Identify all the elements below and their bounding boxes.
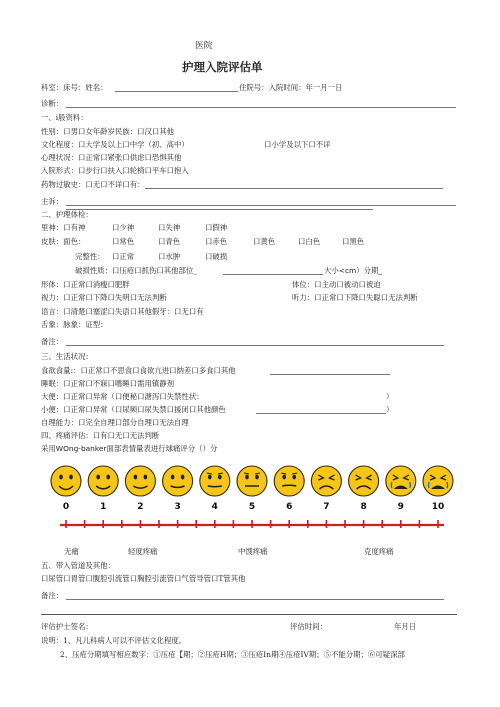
- pain-number-2: 2: [137, 502, 144, 512]
- general-info-heading: 一、i般资料：: [41, 113, 88, 122]
- pain-face-6: [274, 466, 304, 496]
- appetite-other-field-line[interactable]: [270, 374, 390, 375]
- body-position-row: 体位：口主动口被动口被迫: [292, 280, 381, 289]
- allergy-field-line[interactable]: [145, 188, 443, 189]
- life-status-heading: 三、生活状况：: [41, 352, 93, 361]
- pain-number-1: 1: [100, 502, 107, 512]
- pain-face-2: [125, 466, 155, 496]
- complaint-field-line-2[interactable]: [66, 209, 373, 210]
- tongue-pulse-row: 舌象：脉象：证型：: [41, 320, 108, 329]
- skin-integrity-label: 完整性：: [75, 252, 105, 261]
- spirit-option-1: 里神：口有神: [41, 223, 86, 232]
- drug-allergy-row: 药物过敏史：口无口不详口有：: [41, 180, 145, 189]
- pain-number-0: 0: [62, 502, 70, 512]
- urine-color-field-line[interactable]: [256, 413, 386, 414]
- pain-number-8: 8: [360, 502, 367, 512]
- chief-complaint-label: 主诉：: [41, 197, 64, 206]
- sleep-row: 睡眠：口正常口不寐口嗜睡口需用镇静剂: [41, 379, 175, 388]
- pain-face-4: [200, 466, 230, 496]
- hearing-row: 听力：口正常口下降口失聪口无法判断: [292, 293, 418, 302]
- page-title: 护理入院评估单: [182, 60, 263, 74]
- pain-face-scale: [0, 455, 500, 555]
- pain-number-5: 5: [248, 502, 256, 512]
- tubes-remark-field-line[interactable]: [66, 599, 444, 600]
- tubes-list: 口尿管口胃管口腹腔引流管口胸腔引流管口气管导管口T管其他: [41, 574, 246, 583]
- gender-age-row: 性别：口男口女年龄岁民族：口汉口其他: [41, 127, 175, 136]
- pain-face-10: [423, 466, 453, 496]
- appetite-row: 食欲食量:：口正常口不思食口食欲亢进口纳差口多食口其他: [41, 366, 236, 375]
- complaint-field-line[interactable]: [66, 205, 456, 206]
- pain-number-9: 9: [397, 502, 404, 512]
- spirit-option-2: 口少神: [112, 223, 135, 232]
- skin-color-black: 口黑色: [342, 237, 365, 246]
- hospital-name: 医院: [195, 41, 213, 51]
- diagnosis-label: 诊断：: [41, 99, 64, 108]
- vision-row: 视力：口正常口下降口失明口无法判断: [41, 293, 167, 302]
- pain-assessment-row: 四、疼痛评估：口有口无口无法判断: [41, 431, 160, 440]
- body-shape-row: 形体：口正常口消瘦口肥胖: [41, 280, 130, 289]
- speech-row: 语言：口清楚口塞涩口失语口其他假牙：口无口有: [41, 307, 204, 316]
- pain-label-severe: 克度疼痛: [364, 547, 394, 556]
- pain-face-1: [88, 466, 118, 496]
- note-2: 2、压疮分期填写相应数字：①压疮【期；②压疮H期；③压疮In期④压疮IV期；⑤不能分期；⑥可疑深部: [60, 650, 405, 659]
- pain-label-mild: 轻度疼痛: [128, 547, 158, 556]
- spirit-option-4: 口假神: [205, 223, 228, 232]
- assessment-date-label: 年月日: [394, 622, 417, 631]
- nursing-exam-heading: 二、护理体检：: [41, 210, 93, 219]
- skin-color-white: 口白色: [298, 237, 321, 246]
- tubes-remark-label: 备注：: [41, 591, 64, 600]
- stool-row: 大便：口正常口异常（口便秘口溏泻口失禁性状：: [41, 392, 204, 401]
- dept-bed-name-label: 科室：床号：姓名：: [41, 83, 108, 92]
- pain-number-6: 6: [286, 502, 293, 512]
- damage-size-stage: 大小<cm）分期_: [324, 266, 383, 275]
- damage-nature-row: 破损性质：口压疮口抓伤口其他部位_: [75, 266, 197, 275]
- skin-label: 皮肤：面色：: [41, 237, 86, 246]
- admission-number-label: 住院号：入院时间：年一月一日: [239, 83, 343, 92]
- tubes-heading: 五、带入管道及其他：: [41, 561, 115, 570]
- integrity-normal: 口正常: [112, 252, 135, 261]
- nursing-remark-field-line[interactable]: [66, 345, 444, 346]
- pain-face-0: [51, 466, 81, 496]
- integrity-edema: 口水肿: [158, 252, 181, 261]
- skin-color-cyan: 口青色: [158, 237, 181, 246]
- pain-scale-description: 采用WOng-banker面部表情量表进行球痛评分（）分: [41, 444, 218, 453]
- education-row: 文化程度：口大学及以上口中学（初、高中）: [41, 140, 189, 149]
- pain-number-10: 10: [431, 502, 445, 512]
- education-row-extra: 口小学及以下口不详: [264, 140, 331, 149]
- name-field-line[interactable]: [115, 91, 238, 92]
- pain-number-3: 3: [174, 502, 181, 512]
- nursing-remark-label: 备注：: [41, 337, 64, 346]
- pain-number-7: 7: [323, 502, 330, 512]
- pain-face-3: [163, 466, 193, 496]
- assessment-time-label: 评估时间：: [290, 622, 327, 631]
- skin-color-normal: 口常色: [112, 237, 135, 246]
- spirit-option-3: 口失神: [158, 223, 181, 232]
- urine-row: 小便：口正常口异常（口尿频口尿失禁口援闭口其他颜色: [41, 405, 226, 414]
- note-1: 说明：1、凡儿科病人可以不评估文化程度。: [41, 636, 187, 645]
- pain-face-8: [349, 466, 379, 496]
- skin-color-yellow: 口黄色: [253, 237, 276, 246]
- pain-label-moderate: 中馊疼痛: [238, 547, 268, 556]
- pain-number-4: 4: [211, 502, 218, 512]
- pain-face-9: [386, 466, 416, 496]
- urine-row-close: ）: [386, 405, 394, 414]
- diagnosis-field-line[interactable]: [66, 107, 456, 108]
- nurse-signature-label: 评估护士签名：: [41, 622, 93, 631]
- mental-status-row: 心理状况：口正常口紧张口供虑口恐惧其他: [41, 153, 182, 162]
- admission-mode-row: 入院形式：口步行口扶入口轮椅口平车口抱入: [41, 166, 189, 175]
- integrity-broken: 口破损: [205, 252, 228, 261]
- self-care-row: 自理能力：口完全自理口部分自理口无法自理: [41, 418, 189, 427]
- pain-label-none: 无痛: [64, 547, 79, 556]
- damage-site-field-line[interactable]: [223, 274, 323, 275]
- footer-divider: [41, 614, 457, 615]
- pain-face-7: [311, 466, 341, 496]
- pain-face-5: [237, 466, 267, 496]
- stool-row-close: ）: [386, 392, 394, 401]
- skin-color-red: 口赤色: [205, 237, 228, 246]
